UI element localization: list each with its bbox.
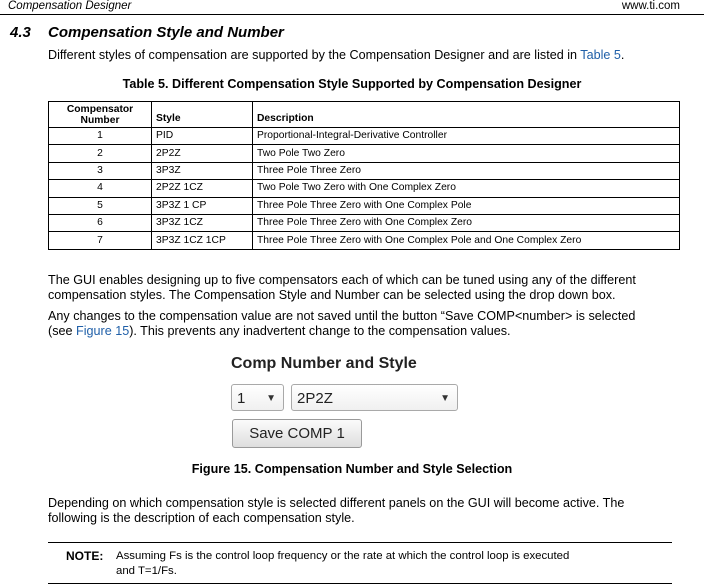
chevron-down-icon: ▼ [440, 393, 450, 404]
table-row [49, 128, 680, 145]
cell-number: 4 [49, 180, 152, 197]
note-bottom-rule [48, 583, 672, 584]
cell-number: 3 [49, 162, 152, 179]
comp-style-dropdown[interactable] [291, 384, 458, 411]
save-comp-button[interactable]: Save COMP 1 [232, 419, 362, 448]
intro-end: . [620, 48, 625, 62]
comp-number-value: 1 [237, 390, 246, 407]
page-header [0, 0, 704, 15]
cell-style: 3P3Z 1CZ 1CP [152, 232, 253, 249]
table-row [49, 145, 680, 162]
paragraph-text: ). This prevents any inadvertent change to the compensation values. [129, 324, 511, 338]
intro-text: Different styles of compensation are supported by the Compensation Designer and are listed in [48, 48, 581, 62]
cell-description: Two Pole Two Zero with One Complex Zero [253, 180, 680, 197]
comp-number-dropdown[interactable] [231, 384, 284, 411]
cell-style: 2P2Z [152, 145, 253, 162]
table-row [49, 214, 680, 231]
comp-style-value: 2P2Z [297, 390, 333, 407]
cell-number: 5 [49, 197, 152, 214]
cell-description: Two Pole Two Zero [253, 145, 680, 162]
cell-style: 3P3Z [152, 162, 253, 179]
cell-description: Three Pole Three Zero with One Complex Zero [253, 214, 680, 231]
cell-number: 2 [49, 145, 152, 162]
table-caption: Table 5. Different Compensation Style Supported by Compensation Designer [122, 77, 582, 91]
cell-description: Proportional-Integral-Derivative Controller [253, 128, 680, 145]
paragraph-text: (see [48, 324, 76, 338]
table-row [49, 232, 680, 249]
note-top-rule [48, 542, 672, 543]
gui-description-paragraph [48, 273, 688, 303]
section-title: Compensation Style and Number [48, 24, 284, 41]
chevron-down-icon: ▼ [266, 393, 276, 404]
cell-style: 2P2Z 1CZ [152, 180, 253, 197]
style-intro-paragraph [48, 496, 688, 526]
note-text [116, 549, 636, 579]
note-label: NOTE: [66, 549, 104, 563]
cell-description: Three Pole Three Zero with One Complex Pole and One Complex Zero [253, 232, 680, 249]
compensation-style-table [48, 101, 680, 250]
note-line: and T=1/Fs. [116, 565, 177, 577]
paragraph-line [48, 324, 688, 339]
paragraph-line: Depending on which compensation style is selected different panels on the GUI will become active. The [48, 496, 625, 510]
section-heading [10, 24, 284, 41]
section-number: 4.3 [10, 24, 31, 41]
note-line: Assuming Fs is the control loop frequency or the rate at which the control loop is executed [116, 550, 570, 562]
figure-15-link[interactable]: Figure 15 [76, 324, 130, 338]
comp-number-style-label: Comp Number and Style [231, 355, 417, 372]
cell-number: 7 [49, 232, 152, 249]
header-style: Style [152, 102, 253, 128]
save-description-paragraph [48, 309, 688, 339]
paragraph-line: compensation styles. The Compensation Style and Number can be selected using the drop down box. [48, 288, 616, 302]
intro-paragraph [48, 48, 688, 63]
table-row [49, 180, 680, 197]
table-header-row [49, 102, 680, 128]
paragraph-line: The GUI enables designing up to five compensators each of which can be tuned using any of the different [48, 273, 636, 287]
paragraph-line: following is the description of each compensation style. [48, 511, 355, 525]
cell-number: 1 [49, 128, 152, 145]
header-doc-title: Compensation Designer [8, 0, 132, 12]
cell-description: Three Pole Three Zero with One Complex Pole [253, 197, 680, 214]
table-5-link[interactable]: Table 5 [580, 48, 621, 62]
cell-style: PID [152, 128, 253, 145]
cell-style: 3P3Z 1CZ [152, 214, 253, 231]
figure-caption: Figure 15. Compensation Number and Style Selection [191, 462, 513, 476]
header-website: www.ti.com [621, 0, 680, 12]
header-description: Description [253, 102, 680, 128]
table-row [49, 197, 680, 214]
cell-number: 6 [49, 214, 152, 231]
cell-style: 3P3Z 1 CP [152, 197, 253, 214]
paragraph-line: Any changes to the compensation value are not saved until the button “Save COMP<number> is selected [48, 309, 636, 323]
header-compensator-number: Compensator Number [49, 102, 152, 128]
table-row [49, 162, 680, 179]
cell-description: Three Pole Three Zero [253, 162, 680, 179]
